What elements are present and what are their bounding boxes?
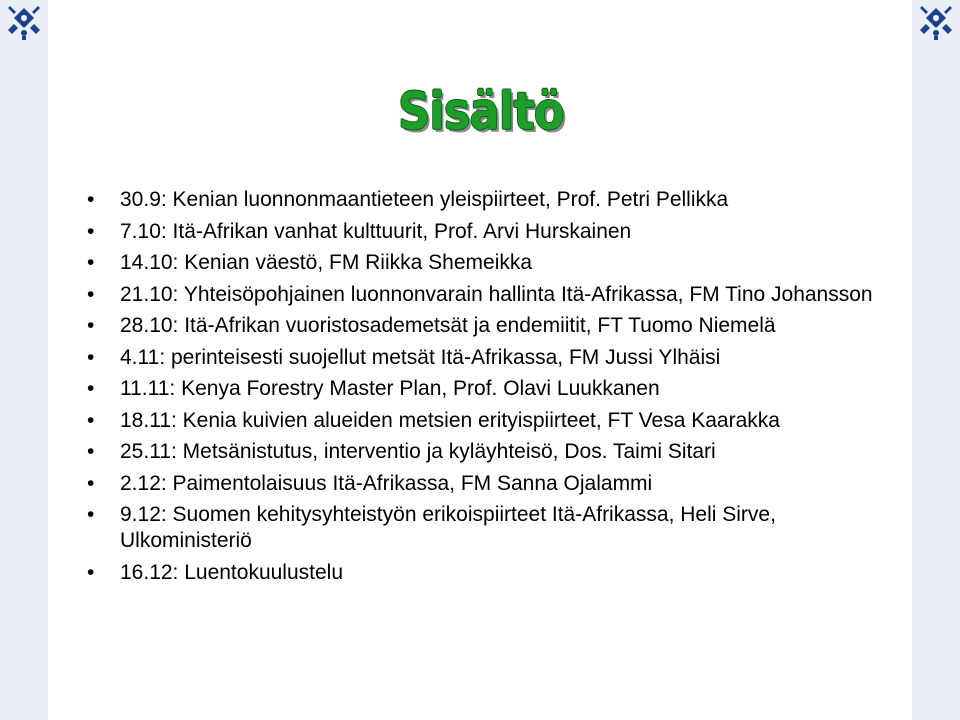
agenda-item <box>80 376 900 402</box>
bullet-icon: • <box>87 471 95 495</box>
agenda-item <box>80 282 900 308</box>
agenda-item <box>80 313 900 339</box>
university-crest-icon <box>4 2 44 42</box>
bullet-icon: • <box>87 440 95 463</box>
agenda-item-text: 7.10: Itä-Afrikan vanhat kulttuurit, Prof. Arvi Hurskainen <box>120 219 632 243</box>
agenda-item-text: 9.12: Suomen kehitysyhteistyön erikoispiirteet Itä-Afrikassa, Heli Sirve, Ulkoministeriö <box>120 503 776 552</box>
agenda-item <box>80 439 900 465</box>
agenda-item <box>80 250 900 276</box>
bullet-icon: • <box>87 408 95 432</box>
agenda-item <box>80 502 900 554</box>
agenda-item-text: 21.10: Yhteisöpohjainen luonnonvarain hallinta Itä-Afrikassa, FM Tino Johansson <box>120 282 873 306</box>
agenda-item-text: 28.10: Itä-Afrikan vuoristosademetsät ja endemiitit, FT Tuomo Niemelä <box>120 314 776 337</box>
left-side-strip <box>0 0 48 720</box>
agenda-item <box>80 187 900 213</box>
bullet-icon: • <box>87 251 95 274</box>
bullet-icon: • <box>87 282 95 306</box>
bullet-icon: • <box>87 314 95 337</box>
bullet-icon: • <box>87 503 95 526</box>
agenda-item <box>80 219 900 245</box>
bullet-icon: • <box>87 219 95 243</box>
bullet-icon: • <box>87 188 95 211</box>
agenda-item <box>80 345 900 371</box>
slide-title: Sisältö <box>398 82 564 142</box>
right-side-strip <box>912 0 960 720</box>
agenda-item-text: 2.12: Paimentolaisuus Itä-Afrikassa, FM Sanna Ojalammi <box>120 471 653 495</box>
agenda-item <box>80 471 900 497</box>
bullet-icon: • <box>87 560 95 584</box>
agenda-item <box>80 560 900 586</box>
agenda-item-text: 14.10: Kenian väestö, FM Riikka Shemeikka <box>120 251 533 274</box>
agenda-list <box>80 187 900 591</box>
university-crest-icon <box>916 2 956 42</box>
agenda-item-text: 4.11: perinteisesti suojellut metsät Itä-Afrikassa, FM Jussi Ylhäisi <box>120 345 721 369</box>
bullet-icon: • <box>87 345 95 369</box>
agenda-item-text: 30.9: Kenian luonnonmaantieteen yleispiirteet, Prof. Petri Pellikka <box>120 188 729 211</box>
bullet-icon: • <box>87 377 95 400</box>
agenda-item-text: 16.12: Luentokuulustelu <box>120 560 344 584</box>
agenda-item-text: 11.11: Kenya Forestry Master Plan, Prof. Olavi Luukkanen <box>120 377 660 400</box>
agenda-item-text: 18.11: Kenia kuivien alueiden metsien erityispiirteet, FT Vesa Kaarakka <box>120 408 780 432</box>
agenda-item <box>80 408 900 434</box>
agenda-item-text: 25.11: Metsänistutus, interventio ja kyläyhteisö, Dos. Taimi Sitari <box>120 440 716 463</box>
